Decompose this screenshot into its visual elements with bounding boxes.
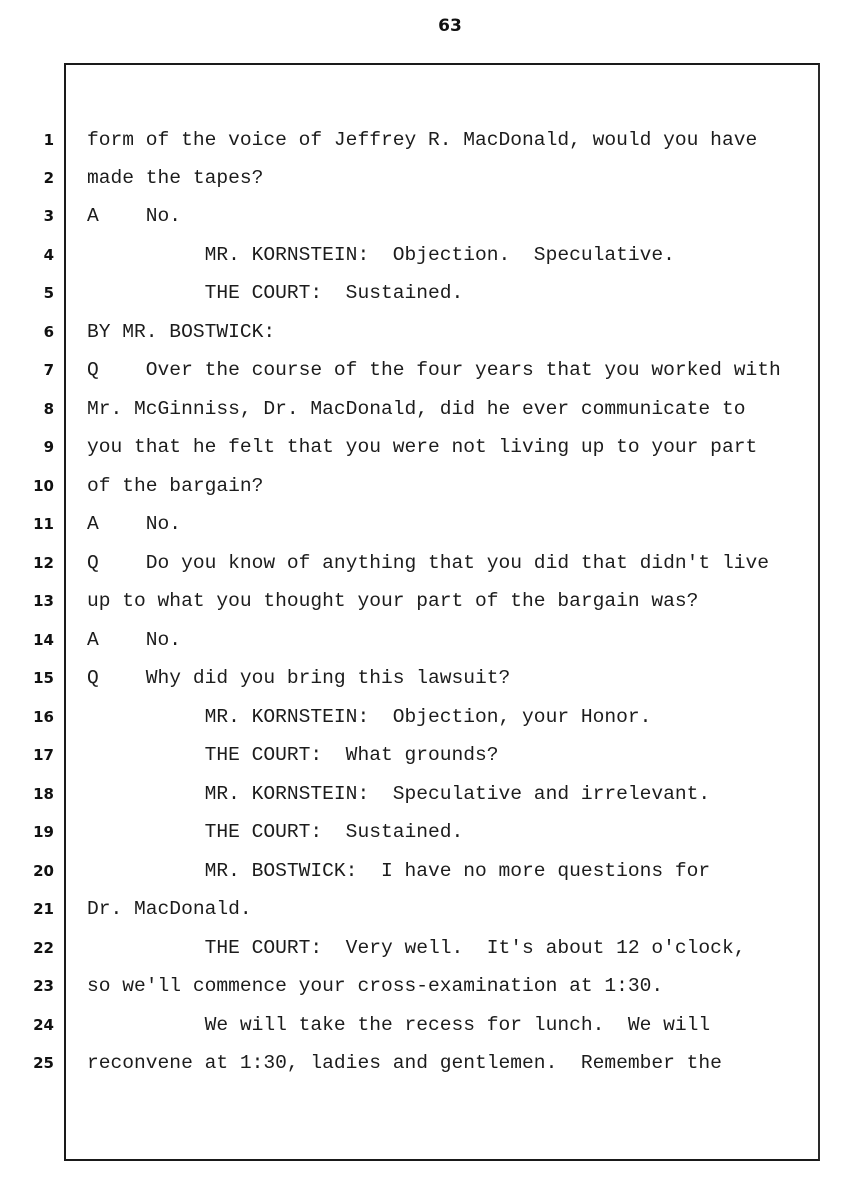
line-number: 1 (43, 131, 54, 149)
line-number: 18 (33, 785, 54, 803)
transcript-line: so we'll commence your cross-examination at 1:30. (87, 975, 664, 997)
line-number: 10 (33, 477, 54, 495)
line-number: 7 (43, 361, 54, 379)
line-number: 15 (33, 669, 54, 687)
line-number: 12 (33, 554, 54, 572)
transcript-line: THE COURT: Very well. It's about 12 o'clock, (87, 937, 746, 959)
transcript-line: reconvene at 1:30, ladies and gentlemen. Remember the (87, 1052, 722, 1074)
line-number: 22 (33, 939, 54, 957)
line-number: 14 (33, 631, 54, 649)
line-number: 19 (33, 823, 54, 841)
line-number: 16 (33, 708, 54, 726)
transcript-line: A No. (87, 629, 182, 651)
transcript-line: THE COURT: Sustained. (87, 282, 464, 304)
transcript-line: Q Why did you bring this lawsuit? (87, 667, 511, 689)
transcript-line: Mr. McGinniss, Dr. MacDonald, did he ever communicate to (87, 398, 746, 420)
transcript-line: made the tapes? (87, 167, 264, 189)
line-number: 17 (33, 746, 54, 764)
transcript-line: you that he felt that you were not living up to your part (87, 436, 758, 458)
line-number: 21 (33, 900, 54, 918)
line-number: 4 (43, 246, 54, 264)
line-number: 9 (43, 438, 54, 456)
page-number: 63 (438, 16, 462, 36)
transcript-line: BY MR. BOSTWICK: (87, 321, 276, 343)
line-number: 20 (33, 862, 54, 880)
transcript-line: MR. KORNSTEIN: Speculative and irrelevant. (87, 783, 711, 805)
transcript-line: up to what you thought your part of the bargain was? (87, 590, 699, 612)
transcript-line: MR. BOSTWICK: I have no more questions for (87, 860, 711, 882)
transcript-line: Dr. MacDonald. (87, 898, 252, 920)
line-number: 25 (33, 1054, 54, 1072)
line-number: 6 (43, 323, 54, 341)
transcript-line: form of the voice of Jeffrey R. MacDonald, would you have (87, 129, 758, 151)
line-number: 24 (33, 1016, 54, 1034)
transcript-line: Q Do you know of anything that you did that didn't live (87, 552, 769, 574)
line-number: 2 (43, 169, 54, 187)
line-number: 11 (33, 515, 54, 533)
transcript-line: We will take the recess for lunch. We will (87, 1014, 711, 1036)
line-number: 13 (33, 592, 54, 610)
transcript-line: A No. (87, 513, 182, 535)
transcript-line: Q Over the course of the four years that you worked with (87, 359, 781, 381)
line-number: 8 (43, 400, 54, 418)
transcript-line: of the bargain? (87, 475, 264, 497)
line-number: 5 (43, 284, 54, 302)
transcript-line: A No. (87, 205, 182, 227)
transcript-line: THE COURT: Sustained. (87, 821, 464, 843)
line-number: 23 (33, 977, 54, 995)
line-number: 3 (43, 207, 54, 225)
transcript-line: MR. KORNSTEIN: Objection. Speculative. (87, 244, 675, 266)
transcript-line: THE COURT: What grounds? (87, 744, 499, 766)
transcript-line: MR. KORNSTEIN: Objection, your Honor. (87, 706, 652, 728)
